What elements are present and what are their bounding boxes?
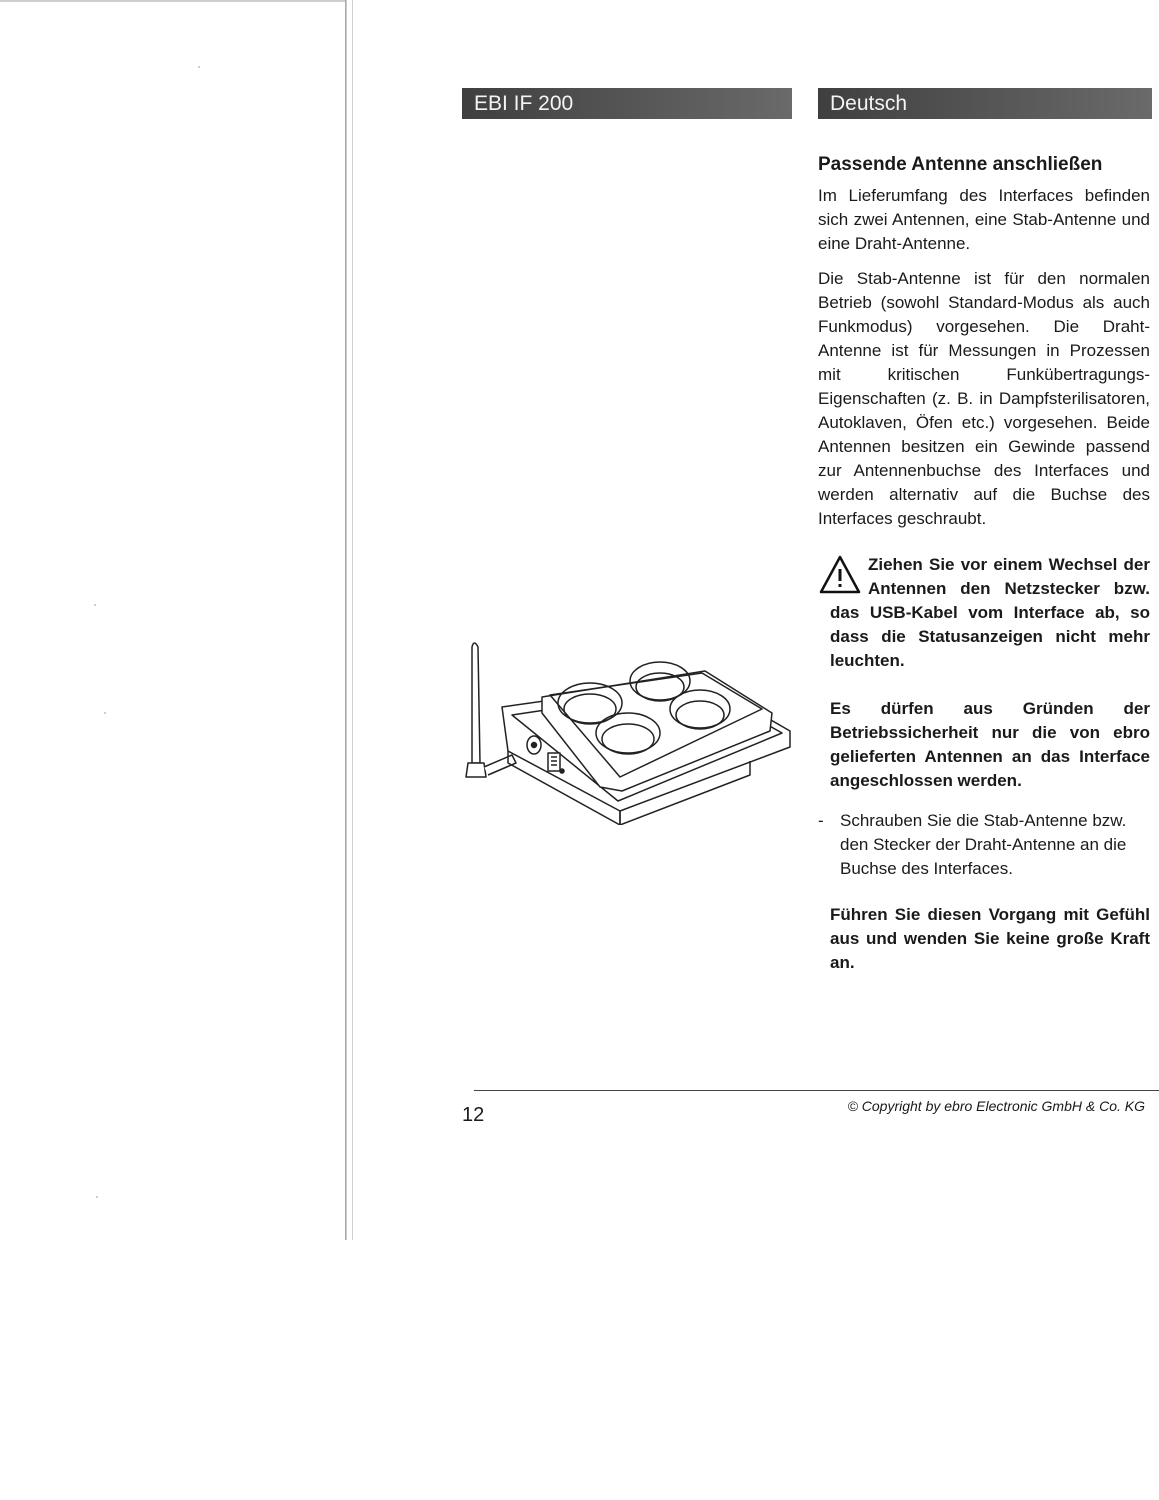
copyright-notice: © Copyright by ebro Electronic GmbH & Co. KG	[847, 1098, 1145, 1114]
section-heading: Passende Antenne anschließen	[818, 154, 1103, 175]
page-edge	[0, 0, 345, 2]
instruction-list	[818, 809, 1150, 881]
binding-line	[345, 0, 347, 1240]
warning-block	[818, 553, 1150, 673]
list-dash: -	[818, 811, 824, 830]
safety-note: Es dürfen aus Gründen der Betriebssicherheit nur die von ebro gelieferten Antennen an das Interface angeschlossen werden.	[830, 699, 1150, 790]
scan-speck	[198, 66, 200, 68]
warning-text: Ziehen Sie vor einem Wechsel der Antennen den Netzstecker bzw. das USB-Kabel vom Interface ab, so dass die Statusanzeigen nicht mehr leuchten.	[830, 555, 1150, 670]
product-header: EBI IF 200	[462, 88, 792, 119]
scan-speck	[94, 604, 96, 606]
antenna-usage-paragraph: Die Stab-Antenne ist für den normalen Betrieb (sowohl Standard-Modus als auch Funkmodus) vorgesehen. Die Draht-Antenne ist für Messungen in Prozessen mit kritischen Funkübertragungs-Eigenschaften (z. B. in Dampfsterilisatoren, Autoklaven, Öfen etc.) vorgesehen. Beide Antennen besitzen ein Gewinde passend zur Antennenbuchse des Interfaces und werden alternativ auf die Buchse des Interfaces geschraubt.	[818, 269, 1150, 528]
handling-note: Führen Sie diesen Vorgang mit Gefühl aus und wenden Sie keine große Kraft an.	[830, 905, 1150, 972]
warning-triangle-icon	[818, 553, 862, 597]
scan-speck	[104, 712, 106, 714]
interface-device-illustration	[450, 635, 800, 825]
page-number: 12	[462, 1104, 485, 1126]
list-item-text: Schrauben Sie die Stab-Antenne bzw. den Stecker der Draht-Antenne an die Buchse des Interfaces.	[840, 811, 1127, 878]
intro-paragraph: Im Lieferumfang des Interfaces befinden sich zwei Antennen, eine Stab-Antenne und eine Draht-Antenne.	[818, 186, 1150, 253]
language-header: Deutsch	[818, 88, 1152, 119]
main-content	[818, 152, 1150, 986]
list-item	[818, 809, 1150, 881]
binding-line-secondary	[352, 0, 353, 1240]
footer-rule	[474, 1090, 1159, 1091]
scan-speck	[96, 1196, 98, 1198]
